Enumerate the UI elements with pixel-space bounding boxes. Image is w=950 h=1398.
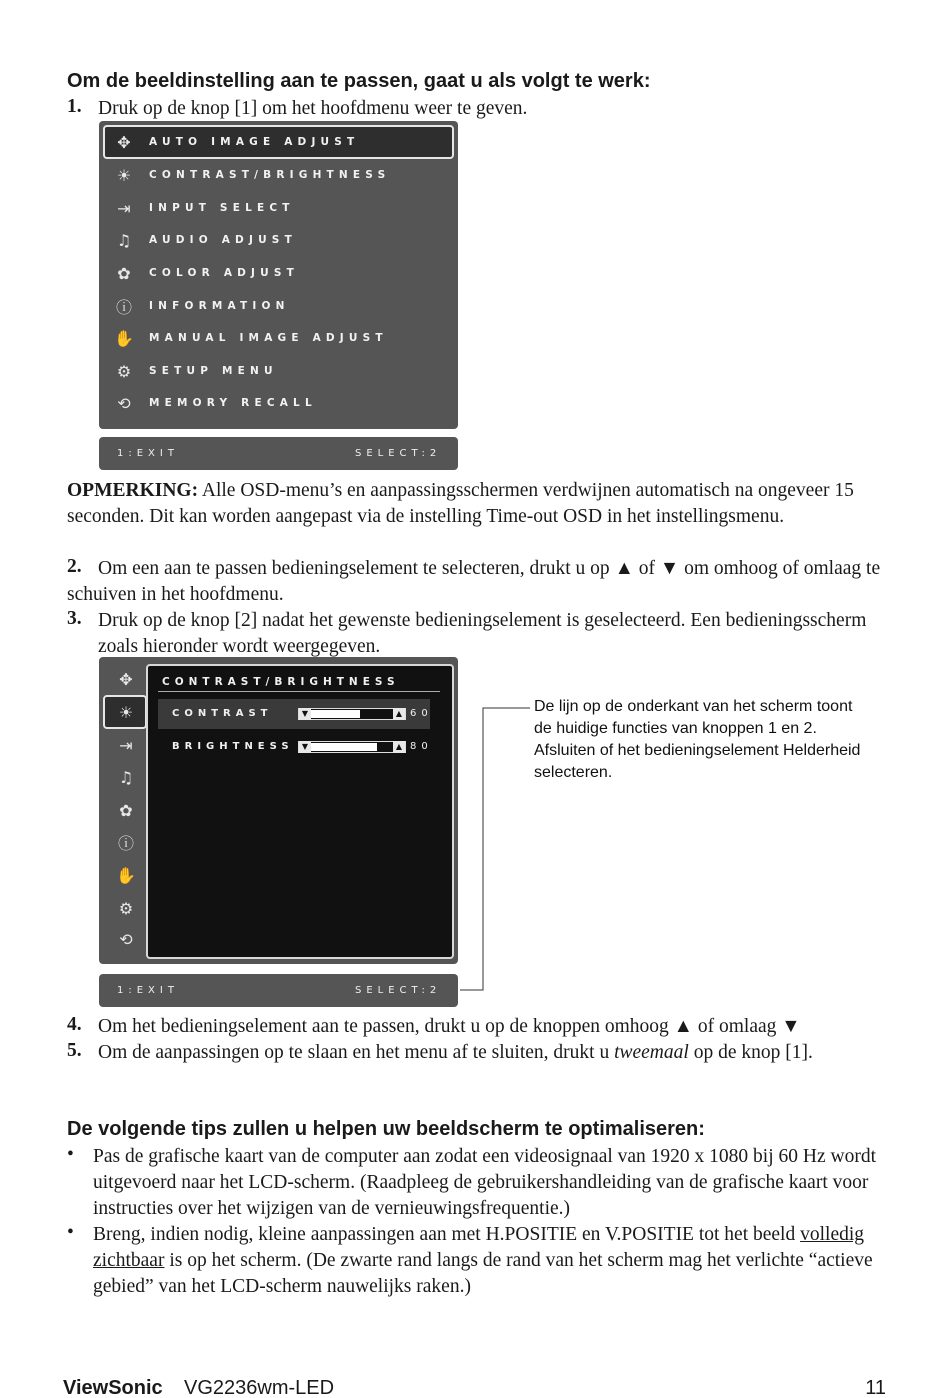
step-text-part: Om het bedieningselement aan te passen, drukt u op de knoppen omhoog (98, 1016, 674, 1037)
down-arrow-icon: ▼ (659, 558, 680, 579)
setup-menu-icon: ⚙ (118, 899, 134, 918)
underlined-text: volledig zichtbaar (93, 1224, 865, 1271)
contrast-brightness-icon: ☀ (116, 165, 132, 185)
auto-adjust-icon: ✥ (117, 132, 131, 152)
step-number: 4. (67, 1014, 82, 1035)
row-value: 60 (410, 708, 433, 719)
step-text-part: Om een aan te passen bedieningselement te selecteren, drukt u op (98, 558, 615, 579)
select-hint: SELECT:2 (355, 985, 442, 996)
step-text-part: of (633, 558, 660, 579)
increase-icon[interactable]: ▲ (393, 708, 405, 720)
step-text: Druk op de knop [2] nadat het gewenste bedieningselement is geselecteerd. Een bedieningsscherm zoals hieronder wordt weergegeven. (98, 610, 867, 657)
contrast-brightness-icon: ☀ (118, 703, 134, 722)
page-number: 11 (865, 1377, 886, 1398)
row-label: CONTRAST (172, 708, 273, 719)
step-text-part: Om de aanpassingen op te slaan en het menu af te sluiten, drukt u (98, 1042, 615, 1063)
select-hint: SELECT:2 (355, 448, 442, 459)
down-arrow-icon: ▼ (781, 1016, 801, 1037)
bullet-icon: • (67, 1222, 74, 1243)
setup-menu-icon: ⚙ (116, 361, 132, 381)
step-text-part: of omlaag (692, 1016, 782, 1037)
osd-menu-label: MANUAL IMAGE ADJUST (149, 332, 388, 344)
up-arrow-icon: ▲ (614, 558, 634, 579)
step-number: 1. (67, 96, 82, 117)
step-text: Druk op de knop [1] om het hoofdmenu weer te geven. (98, 98, 528, 119)
step-number: 2. (67, 556, 82, 577)
osd-menu-label: INPUT SELECT (149, 202, 295, 214)
decrease-icon[interactable]: ▼ (299, 708, 311, 720)
information-icon: ⓘ (117, 834, 134, 853)
bullet-icon: • (67, 1144, 74, 1165)
increase-icon[interactable]: ▲ (393, 741, 405, 753)
tip-text-part: is op het scherm. (De zwarte rand langs de rand van het scherm mag het verlichte “actieve gebied” van het LCD-scherm nauwelijks raken.) (93, 1250, 873, 1297)
tip-text-part: Breng, indien nodig, kleine aanpassingen aan met H.POSITIE en V.POSITIE tot het beeld (93, 1224, 801, 1245)
osd-menu-label: COLOR ADJUST (149, 267, 300, 279)
manual-image-adjust-icon: ✋ (116, 866, 136, 885)
audio-adjust-icon: ♫ (118, 768, 134, 787)
section-heading-adjust: Om de beeldinstelling aan te passen, gaat u als volgt te werk: (67, 70, 651, 92)
callout-text: De lijn op de onderkant van het scherm toont de huidige functies van knoppen 1 en 2. Afsluiten of het bedieningselement Helderheid selecteren. (534, 698, 861, 781)
input-select-icon: ⇥ (117, 198, 131, 218)
decrease-icon[interactable]: ▼ (299, 741, 311, 753)
emphasis: tweemaal (614, 1042, 689, 1063)
tip-text: Pas de grafische kaart van de computer aan zodat een videosignaal van 1920 x 1080 bij 60 Hz wordt uitgevoerd naar het LCD-scherm. (Raadpleeg de gebruikershandleiding van de grafische kaart voor instructies over het wijzigen van de vernieuwingsfrequentie.) (93, 1146, 876, 1219)
information-icon: ⓘ (115, 297, 132, 317)
exit-hint: 1:EXIT (117, 985, 179, 996)
tip-text (93, 1222, 888, 1300)
color-adjust-icon: ✿ (119, 801, 133, 820)
step-text (98, 1014, 888, 1040)
input-select-icon: ⇥ (119, 736, 133, 755)
section-heading-tips: De volgende tips zullen u helpen uw beeldscherm te optimaliseren: (67, 1118, 705, 1140)
step-text-part: op de knop [1]. (688, 1042, 813, 1063)
osd-menu-label: INFORMATION (149, 300, 290, 312)
row-label: BRIGHTNESS (172, 741, 294, 752)
note-text: Alle OSD-menu’s en aanpassingsschermen verdwijnen automatisch na ongeveer 15 seconden. Dit kan worden aangepast via de instelling Time-out OSD in het instellingsmenu. (67, 480, 854, 527)
osd-menu-label: SETUP MENU (149, 365, 278, 377)
osd-menu-label: MEMORY RECALL (149, 397, 317, 409)
step-number: 3. (67, 608, 82, 629)
osd-menu-label: AUDIO ADJUST (149, 234, 297, 246)
step-text (98, 1040, 888, 1066)
model-name: VG2236wm-LED (184, 1377, 335, 1398)
osd-menu-label: CONTRAST/BRIGHTNESS (149, 169, 391, 181)
audio-adjust-icon: ♫ (116, 230, 132, 250)
up-arrow-icon: ▲ (673, 1016, 693, 1037)
memory-recall-icon: ⟲ (119, 930, 133, 949)
note-label: OPMERKING: (67, 480, 199, 501)
row-value: 80 (410, 741, 433, 752)
exit-hint: 1:EXIT (117, 448, 179, 459)
brand-name: ViewSonic (63, 1377, 163, 1398)
color-adjust-icon: ✿ (117, 263, 131, 283)
auto-adjust-icon: ✥ (119, 670, 133, 689)
step-number: 5. (67, 1040, 82, 1061)
step-text-part: om omhoog of omlaag te schuiven in het hoofdmenu. (67, 558, 881, 605)
osd-menu-label: AUTO IMAGE ADJUST (149, 136, 360, 148)
memory-recall-icon: ⟲ (117, 393, 131, 413)
manual-image-adjust-icon: ✋ (114, 328, 134, 348)
panel-title: CONTRAST/BRIGHTNESS (162, 676, 400, 688)
